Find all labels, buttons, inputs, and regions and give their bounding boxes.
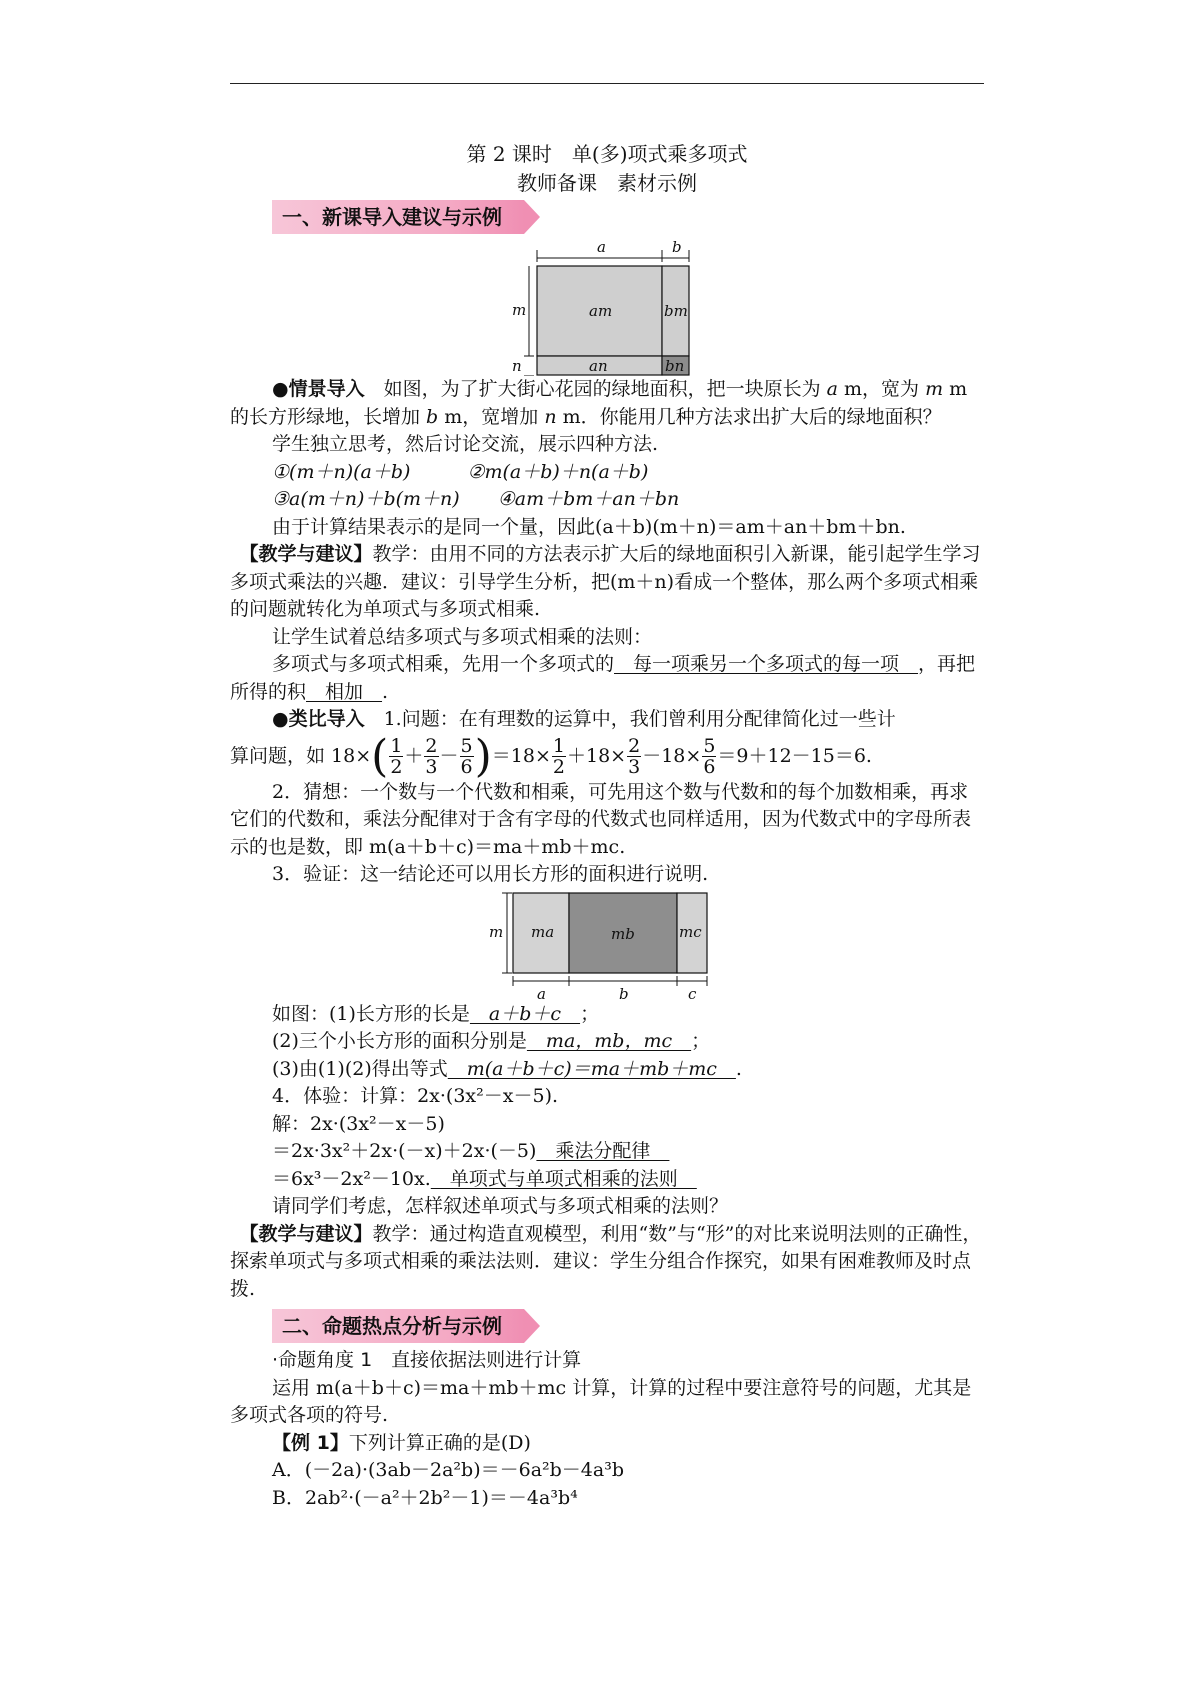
calc-result: ＝9＋12－15＝6. [717, 744, 872, 767]
answer-blank-3: m(a＋b＋c)＝ma＋mb＋mc [447, 1057, 736, 1080]
fig1-label-n: n [512, 357, 522, 375]
advice-2-text: 教学：通过构造直观模型，利用“数”与“形”的对比来说明法则的正确性，探索单项式与多项式相乘的乘法法则．建议：学生分组合作探究，如果有困难教师及时点拨. [230, 1222, 982, 1300]
fig2-text-mb: mb [611, 924, 635, 943]
top-rule [230, 83, 984, 84]
option-b: B．2ab²·(－a²＋2b²－1)＝－4a³b⁴ [272, 1486, 578, 1509]
numerator: 1 [390, 735, 403, 757]
advice-1-label: 【教学与建议】 [249, 543, 373, 565]
fig1-label-a: a [597, 238, 606, 256]
section2-banner: 二、命题热点分析与示例 [272, 1309, 524, 1343]
fig1-text-an: an [589, 357, 608, 375]
answer-blank-1: a＋b＋c [469, 1002, 581, 1025]
fig1-label-m: m [512, 301, 527, 319]
fig1-text-bm: bm [664, 302, 688, 320]
think-line: 请同学们考虑，怎样叙述单项式与多项式相乘的法则？ [272, 1195, 729, 1217]
document-page [230, 140, 984, 1512]
denominator: 6 [460, 756, 473, 778]
students-line: 学生独立思考，然后讨论交流，展示四种方法. [272, 433, 659, 455]
scene-paragraph [230, 376, 984, 431]
option-a: A．(－2a)·(3ab－2a²b)＝－6a²b－4a³b [272, 1459, 624, 1481]
fig1-text-am: am [589, 302, 613, 320]
fraction-2 [424, 736, 438, 777]
rule-text: 多项式与多项式相乘，先用一个多项式的 [272, 653, 615, 675]
analogy-paragraph [230, 706, 984, 734]
fig2-label-a: a [537, 984, 546, 1001]
fig2-label-m: m [489, 922, 504, 941]
lesson-subtitle: 教师备课 素材示例 [517, 171, 697, 195]
question-text: (2)三个小长方形的面积分别是 [272, 1030, 527, 1052]
fig2-text-ma: ma [531, 922, 555, 941]
numerator: 2 [425, 735, 438, 757]
fig2-label-b: b [619, 984, 629, 1001]
calc-minus: －18× [642, 744, 702, 767]
var-b: b [426, 405, 439, 428]
fraction-1 [389, 736, 403, 777]
question-1 [230, 1001, 984, 1029]
methods-row-2 [230, 486, 984, 514]
scene-text: m．你能用几种方法求出扩大后的绿地面积？ [556, 405, 942, 428]
analogy-label: ●类比导入 [272, 708, 365, 730]
fraction-6 [702, 736, 716, 777]
solution-line-2 [230, 1138, 984, 1166]
method-2: ②m(a＋b)＋n(a＋b) [467, 460, 649, 483]
rule-blank-2: 相加 [306, 680, 383, 703]
numerator: 5 [460, 735, 473, 757]
section1-banner: 一、新课导入建议与示例 [272, 200, 524, 234]
summary-line: 让学生试着总结多项式与多项式相乘的法则： [272, 625, 653, 648]
calc-plus: ＋18× [567, 744, 627, 767]
rule-text: ，再把所得的积 [230, 653, 976, 703]
question-end: ； [580, 1002, 600, 1025]
scene-text: m，宽增加 [438, 405, 545, 428]
rule-paragraph [230, 651, 984, 706]
rule-blank-1: 每一项乘另一个多项式的每一项 [614, 653, 919, 675]
guess-paragraph: 2．猜想：一个数与一个代数和相乘，可先用这个数与代数和的每个加数相乘，再求它们的代数和，乘法分配律对于含有字母的代数式也同样适用，因为代数式中的字母所表示的也是数，即 m(a＋b＋c)＝ma＋mb＋mc. [230, 780, 972, 858]
scene-label: ●情景导入 [272, 378, 365, 400]
methods-row-1 [230, 459, 984, 487]
verify-line: 3．验证：这一结论还可以用长方形的面积进行说明. [272, 863, 709, 885]
denominator: 6 [703, 756, 716, 778]
solution-blank-2: 单项式与单项式相乘的法则 [430, 1167, 697, 1190]
fig1-text-bn: bn [665, 357, 685, 375]
method-3: ③a(m＋n)＋b(m＋n) [272, 488, 460, 510]
example-text: 下列计算正确的是(D) [348, 1431, 531, 1454]
var-m: m [925, 378, 944, 400]
var-n: n [544, 405, 557, 428]
area-figure-2 [487, 889, 727, 1001]
denominator: 3 [425, 756, 438, 778]
question-text: 如图：(1)长方形的长是 [272, 1002, 470, 1025]
solution-line-1: 解：2x·(3x²－x－5) [272, 1112, 445, 1135]
conclusion-line: 由于计算结果表示的是同一个量，因此(a＋b)(m＋n)＝am＋an＋bm＋bn. [272, 515, 906, 538]
left-paren: ( [371, 730, 389, 782]
calc-middle: ＝18× [491, 744, 551, 767]
advice-1 [230, 541, 984, 624]
area-figure-1 [492, 238, 722, 376]
var-a: a [826, 378, 838, 400]
example-label: 【例 1】 [272, 1431, 349, 1454]
lesson-title: 第 2 课时 单(多)项式乘多项式 [466, 142, 748, 166]
fig2-label-c: c [688, 984, 697, 1001]
numerator: 2 [628, 735, 641, 757]
solution-step: ＝6x³－2x²－10x. [272, 1167, 431, 1190]
solution-line-3 [230, 1166, 984, 1194]
angle-explanation: 运用 m(a＋b＋c)＝ma＋mb＋mc 计算，计算的过程中要注意符号的问题，尤其是多项式各项的符号. [230, 1376, 972, 1426]
analogy-text: 1.问题：在有理数的运算中，我们曾利用分配律简化过一些计 [364, 708, 896, 730]
advice-2-label: 【教学与建议】 [249, 1222, 373, 1245]
scene-text: 如图，为了扩大街心花园的绿地面积，把一块原长为 [364, 378, 827, 400]
right-paren: ) [474, 730, 492, 782]
solution-blank-1: 乘法分配律 [536, 1140, 670, 1162]
fraction-3 [460, 736, 474, 777]
question-3 [230, 1056, 984, 1084]
fig2-text-mc: mc [679, 922, 702, 941]
denominator: 2 [390, 756, 403, 778]
denominator: 3 [628, 756, 641, 778]
numerator: 5 [703, 735, 716, 757]
method-4: ④am＋bm＋an＋bn [497, 488, 680, 510]
rule-text: . [382, 680, 389, 703]
calc-line: 算问题，如 18×( $\frac{1}{2}$ ＋ $\frac{2}{3}$ － $\frac{5}{6}$ )＝18× $\frac{1}{2}$ ＋18× $\frac{2}{3}$ －18× $\frac{5}{6}$ ＝9＋12－15＝6. [230, 730, 872, 782]
calc-prefix: 算问题，如 18× [230, 744, 372, 767]
question-end: . [735, 1057, 742, 1080]
numerator: 1 [552, 735, 565, 757]
answer-blank-2: ma，mb，mc [526, 1030, 692, 1052]
question-end: ； [691, 1030, 711, 1052]
scene-text: m，宽为 [837, 378, 926, 400]
question-text: (3)由(1)(2)得出等式 [272, 1057, 448, 1080]
question-2 [230, 1028, 984, 1056]
fraction-4 [552, 736, 566, 777]
example-1 [230, 1430, 984, 1458]
solution-step: ＝2x·3x²＋2x·(－x)＋2x·(－5) [272, 1140, 537, 1162]
method-1: ①(m＋n)(a＋b) [272, 460, 411, 483]
proposition-angle: ·命题角度 1 直接依据法则进行计算 [272, 1349, 582, 1371]
scene-text: m 的长方形绿地，长增加 [230, 378, 968, 428]
advice-2 [230, 1221, 984, 1304]
fraction-5 [627, 736, 641, 777]
denominator: 2 [552, 756, 565, 778]
fig1-label-b: b [672, 238, 682, 256]
experience-line: 4．体验：计算：2x·(3x²－x－5). [272, 1085, 559, 1107]
advice-1-text: 教学：由用不同的方法表示扩大后的绿地面积引入新课，能引起学生学习多项式乘法的兴趣．建议：引导学生分析，把(m＋n)看成一个整体，那么两个多项式相乘的问题就转化为单项式与多项式相乘. [230, 543, 981, 620]
